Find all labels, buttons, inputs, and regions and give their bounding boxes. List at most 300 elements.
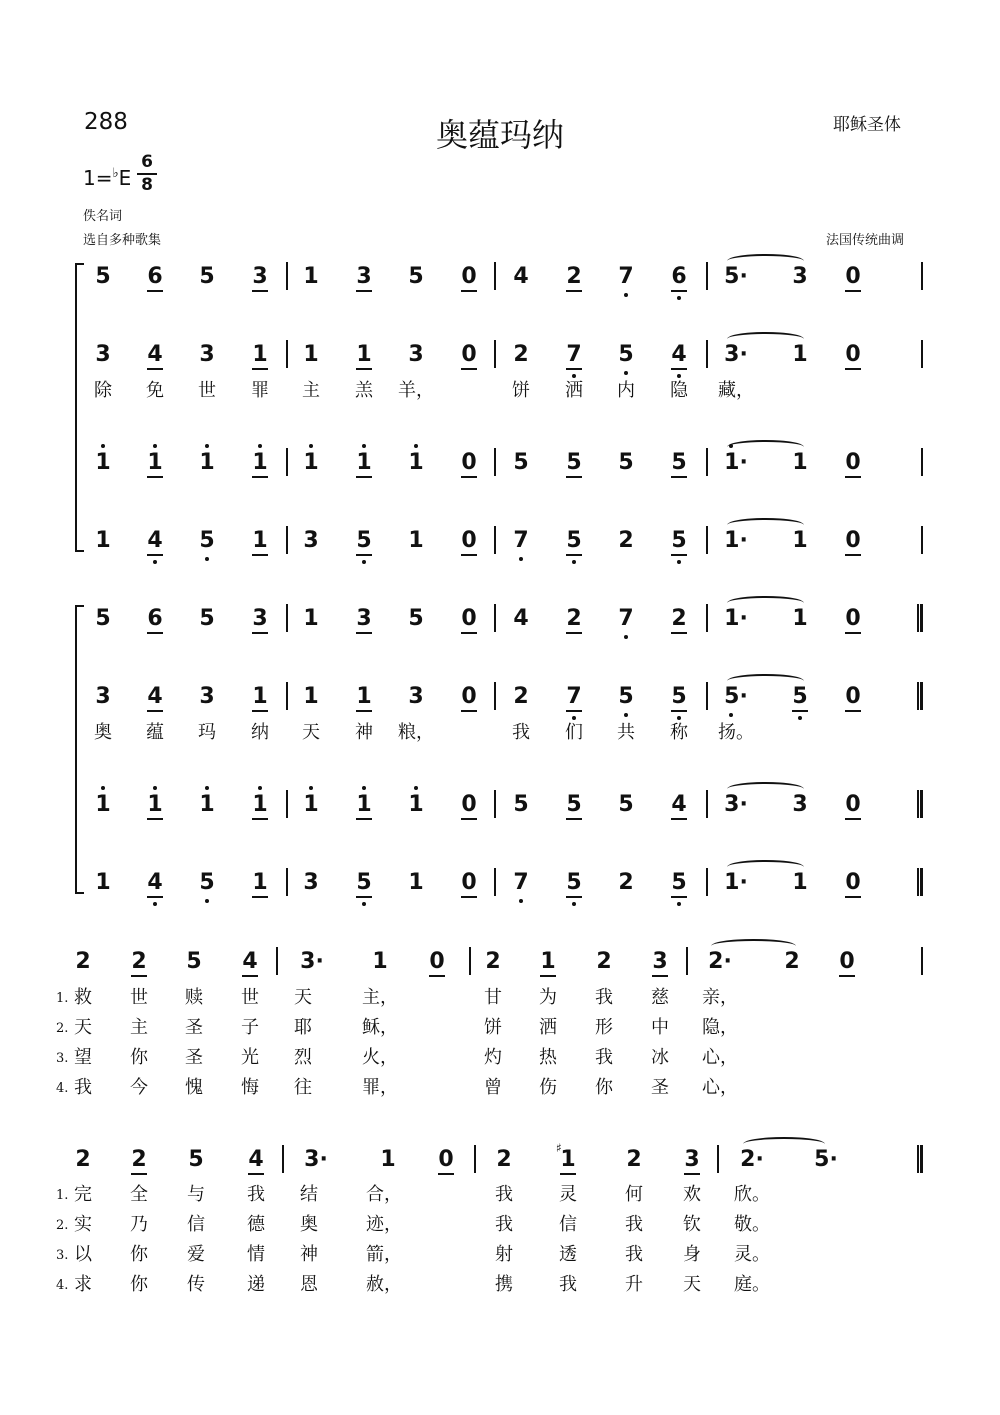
refrain2-verse-4-syllable-8: 我 — [559, 1274, 577, 1295]
system1-lyric-syllable-7: 羊， — [398, 380, 434, 401]
refrain1-verse-2-syllable-6: 稣， — [362, 1017, 398, 1038]
system1-bass-note-m3-1: 7 — [513, 528, 529, 553]
system2-lyric-syllable-10: 共 — [617, 722, 635, 743]
system2-tenor-note-m2-3: 1 — [408, 792, 424, 817]
system1-tenor-note-m1-4-underline — [252, 476, 268, 478]
refrain1-verse-1-syllable-11: 亲， — [702, 987, 738, 1008]
system1-alto-note-m3-4: 4 — [671, 342, 687, 367]
system1-tenor-note-m1-1-high-dot — [101, 444, 105, 448]
refrain2-melody-note-m1-2-underline — [131, 1173, 147, 1175]
system2-alto-note-m1-4-underline — [252, 710, 268, 712]
refrain1-melody-barline-1 — [276, 947, 278, 975]
system2-tenor-note-m1-3-high-dot — [205, 786, 209, 790]
system1-tenor-note-m1-2-high-dot — [153, 444, 157, 448]
system2-bass-note-m1-2-low-dot — [153, 902, 157, 906]
system2-alto-note-m3-2: 7 — [566, 684, 582, 709]
system2-tenor-note-m2-2-high-dot — [362, 786, 366, 790]
system2-tenor-note-m1-4-underline — [252, 818, 268, 820]
system2-alto-note-m3-3: 5 — [618, 684, 634, 709]
refrain1-melody-note-m4-3-underline — [839, 975, 855, 977]
system2-alto-note-m2-4: 0 — [461, 684, 477, 709]
system1-soprano-note-m3-2-underline — [566, 290, 582, 292]
hymn-number: 288 — [84, 109, 128, 135]
system2-bass-note-m2-4: 0 — [461, 870, 477, 895]
system2-alto-note-m1-2-underline — [147, 710, 163, 712]
system1-bass-note-m3-3: 2 — [618, 528, 634, 553]
system2-alto-note-m1-2: 4 — [147, 684, 163, 709]
system1-tenor-note-m2-2: 1 — [356, 450, 372, 475]
system1-bass-note-m1-4-underline — [252, 554, 268, 556]
system2-tenor-note-m4-3: 0 — [845, 792, 861, 817]
system1-soprano-note-m4-1: 5· — [724, 264, 748, 289]
refrain1-verse-2-syllable-3: 圣 — [185, 1017, 203, 1038]
system1-tenor-note-m3-4: 5 — [671, 450, 687, 475]
system2-alto-final-barline — [917, 682, 923, 710]
system1-soprano-note-m4-3: 0 — [845, 264, 861, 289]
system2-tenor-note-m3-1: 5 — [513, 792, 529, 817]
system1-alto-barline-3 — [706, 340, 708, 368]
refrain2-verse-2-syllable-3: 信 — [187, 1214, 205, 1235]
system2-tenor-note-m1-2: 1 — [147, 792, 163, 817]
source-credit: 选自多种歌集 — [83, 233, 162, 248]
system1-alto-note-m2-2: 1 — [356, 342, 372, 367]
refrain2-melody-final-barline — [917, 1145, 923, 1173]
system2-soprano-note-m3-2: 2 — [566, 606, 582, 631]
refrain2-melody-note-m2-3: 0 — [438, 1147, 454, 1172]
system2-lyric-syllable-12: 扬。 — [718, 722, 754, 743]
system2-tenor-note-m1-4-high-dot — [258, 786, 262, 790]
refrain1-verse-1-syllable-7: 甘 — [484, 987, 502, 1008]
system2-alto-note-m3-2-underline — [566, 710, 582, 712]
refrain2-verse-1-label: 1. — [56, 1188, 69, 1203]
system1-soprano-note-m1-2: 6 — [147, 264, 163, 289]
system2-soprano-note-m3-4-underline — [671, 632, 687, 634]
system2-bass-note-m4-3: 0 — [845, 870, 861, 895]
system2-alto-note-m4-2: 5 — [792, 684, 808, 709]
system1-alto-note-m1-1: 3 — [95, 342, 111, 367]
system2-lyric-syllable-2: 蕴 — [146, 722, 164, 743]
system1-bass-note-m2-3: 1 — [408, 528, 424, 553]
refrain1-melody-note-m1-4: 4 — [242, 949, 258, 974]
refrain2-verse-3-syllable-2: 你 — [130, 1244, 148, 1265]
system2-soprano-barline-1 — [286, 604, 288, 632]
system2-tenor-note-m3-4: 4 — [671, 792, 687, 817]
refrain1-verse-2-syllable-5: 耶 — [294, 1017, 312, 1038]
system2-alto-note-m2-3: 3 — [408, 684, 424, 709]
system1-bass-barline-2 — [494, 526, 496, 554]
system2-alto-note-m2-2: 1 — [356, 684, 372, 709]
system2-lyric-syllable-4: 纳 — [251, 722, 269, 743]
system2-bass-note-m1-2: 4 — [147, 870, 163, 895]
refrain2-verse-3-syllable-9: 我 — [625, 1244, 643, 1265]
refrain1-verse-1-syllable-8: 为 — [539, 987, 557, 1008]
refrain1-melody-note-m1-1: 2 — [75, 949, 91, 974]
system2-soprano-note-m1-2: 6 — [147, 606, 163, 631]
system2-soprano-note-m4-3-underline — [845, 632, 861, 634]
refrain1-melody-note-m3-2-underline — [540, 975, 556, 977]
refrain1-verse-3-syllable-5: 烈 — [294, 1047, 312, 1068]
refrain2-verse-3-syllable-10: 身 — [683, 1244, 701, 1265]
refrain1-melody-note-m3-4-underline — [652, 975, 668, 977]
system1-soprano-barline-3 — [706, 262, 708, 290]
system1-lyric-syllable-3: 世 — [198, 380, 216, 401]
system2-alto-note-m4-3-underline — [845, 710, 861, 712]
system1-tenor-barline-1 — [286, 448, 288, 476]
system2-soprano-note-m2-3: 5 — [408, 606, 424, 631]
system1-tenor-note-m3-2: 5 — [566, 450, 582, 475]
system1-bass-note-m2-1: 3 — [303, 528, 319, 553]
refrain1-verse-4-syllable-11: 心， — [702, 1077, 738, 1098]
refrain1-melody-note-m3-3: 2 — [596, 949, 612, 974]
system1-lyric-syllable-9: 洒 — [565, 380, 583, 401]
system1-soprano-barline-1 — [286, 262, 288, 290]
refrain1-verse-1-syllable-3: 赎 — [185, 987, 203, 1008]
system2-alto-note-m4-2-underline — [792, 710, 808, 712]
system2-tenor-note-m4-2: 3 — [792, 792, 808, 817]
system2-tenor-note-m2-4: 0 — [461, 792, 477, 817]
system1-lyric-syllable-6: 羔 — [355, 380, 373, 401]
refrain1-verse-4-syllable-3: 愧 — [185, 1077, 203, 1098]
refrain2-verse-1-syllable-1: 完 — [74, 1184, 92, 1205]
refrain1-verse-4-syllable-10: 圣 — [651, 1077, 669, 1098]
refrain1-verse-4-syllable-8: 伤 — [539, 1077, 557, 1098]
system2-bass-note-m3-4-underline — [671, 896, 687, 898]
refrain1-verse-2-syllable-9: 形 — [595, 1017, 613, 1038]
system2-bass-note-m3-1-low-dot — [519, 899, 523, 903]
system2-alto-note-m2-4-underline — [461, 710, 477, 712]
system1-tenor-barline-3 — [706, 448, 708, 476]
system2-bass-final-barline — [917, 868, 923, 896]
refrain2-verse-4-syllable-1: 求 — [74, 1274, 92, 1295]
system2-alto-note-m3-4-low-dot — [677, 716, 681, 720]
system2-bass-note-m1-3: 5 — [199, 870, 215, 895]
refrain2-verse-1-syllable-9: 何 — [625, 1184, 643, 1205]
system2-alto-note-m2-1: 1 — [303, 684, 319, 709]
system2-tenor-note-m2-2: 1 — [356, 792, 372, 817]
system2-tenor-barline-3 — [706, 790, 708, 818]
system1-lyric-syllable-5: 主 — [302, 380, 320, 401]
system2-alto-note-m4-2-low-dot — [798, 716, 802, 720]
system2-soprano-note-m1-1: 5 — [95, 606, 111, 631]
system1-bass-note-m1-2-low-dot — [153, 560, 157, 564]
system2-soprano-note-m3-4: 2 — [671, 606, 687, 631]
refrain1-melody-note-m2-3: 0 — [429, 949, 445, 974]
system1-alto-note-m3-3-low-dot — [624, 371, 628, 375]
refrain2-verse-1-syllable-5: 结 — [300, 1184, 318, 1205]
system1-alto-note-m3-4-low-dot — [677, 374, 681, 378]
system2-lyric-syllable-3: 玛 — [198, 722, 216, 743]
system1-tenor-note-m1-1: 1 — [95, 450, 111, 475]
system2-soprano-note-m1-3: 5 — [199, 606, 215, 631]
refrain2-verse-3-syllable-5: 神 — [300, 1244, 318, 1265]
system1-bass-note-m3-2: 5 — [566, 528, 582, 553]
refrain2-verse-3-syllable-8: 透 — [559, 1244, 577, 1265]
system1-lyric-syllable-4: 罪 — [251, 380, 269, 401]
refrain1-verse-3-syllable-11: 心， — [702, 1047, 738, 1068]
system2-alto-note-m3-1: 2 — [513, 684, 529, 709]
refrain1-melody-note-m1-4-underline — [242, 975, 258, 977]
system2-bass-note-m3-3: 2 — [618, 870, 634, 895]
refrain2-verse-2-syllable-6: 迹， — [366, 1214, 402, 1235]
system2-alto-note-m3-2-low-dot — [572, 716, 576, 720]
refrain1-verse-1-label: 1. — [56, 991, 69, 1006]
system2-tenor-note-m1-3: 1 — [199, 792, 215, 817]
refrain2-melody-barline-3 — [717, 1145, 719, 1173]
system2-tenor-note-m3-2: 5 — [566, 792, 582, 817]
system2-soprano-note-m3-2-underline — [566, 632, 582, 634]
system2-bass-barline-2 — [494, 868, 496, 896]
system1-bass-note-m2-2-low-dot — [362, 560, 366, 564]
refrain2-verse-2-syllable-1: 实 — [74, 1214, 92, 1235]
system2-soprano-note-m4-2: 1 — [792, 606, 808, 631]
system1-bass-note-m3-4-underline — [671, 554, 687, 556]
refrain2-melody-note-m1-4: 4 — [248, 1147, 264, 1172]
system1-tenor-note-m3-1: 5 — [513, 450, 529, 475]
system1-bass-barline-1 — [286, 526, 288, 554]
system2-soprano-note-m1-2-underline — [147, 632, 163, 634]
system1-bass-note-m4-2-tie — [727, 518, 804, 532]
refrain2-verse-3-syllable-1: 以 — [74, 1244, 92, 1265]
system1-lyric-syllable-1: 除 — [94, 380, 112, 401]
refrain1-verse-4-syllable-4: 悔 — [241, 1077, 259, 1098]
system2-bass-note-m2-3: 1 — [408, 870, 424, 895]
system2-lyric-syllable-11: 称 — [670, 722, 688, 743]
system1-tenor-note-m1-2-underline — [147, 476, 163, 478]
system1-soprano-note-m1-1: 5 — [95, 264, 111, 289]
system2-bass-note-m2-1: 3 — [303, 870, 319, 895]
system2-alto-note-m1-1: 3 — [95, 684, 111, 709]
system2-alto-note-m4-1: 5· — [724, 684, 748, 709]
category-label: 耶稣圣体 — [833, 115, 901, 135]
system1-tenor-note-m3-2-underline — [566, 476, 582, 478]
system1-tenor-end-barline — [921, 448, 923, 476]
refrain2-melody-barline-1 — [282, 1145, 284, 1173]
refrain1-verse-3-syllable-1: 望 — [74, 1047, 92, 1068]
refrain2-melody-note-m1-1: 2 — [75, 1147, 91, 1172]
system1-soprano-note-m1-4-underline — [252, 290, 268, 292]
system1-bass-note-m2-2: 5 — [356, 528, 372, 553]
refrain2-verse-1-syllable-10: 欢 — [683, 1184, 701, 1205]
system2-alto-note-m4-2-tie — [727, 674, 804, 688]
refrain1-verse-1-syllable-5: 天 — [294, 987, 312, 1008]
refrain1-verse-3-syllable-6: 火， — [362, 1047, 398, 1068]
system1-alto-note-m2-2-underline — [356, 368, 372, 370]
system1-bass-note-m3-2-low-dot — [572, 560, 576, 564]
system1-soprano-note-m2-2-underline — [356, 290, 372, 292]
system1-soprano-note-m4-3-underline — [845, 290, 861, 292]
system1-tenor-note-m4-3-underline — [845, 476, 861, 478]
system1-alto-note-m3-4-underline — [671, 368, 687, 370]
refrain2-verse-3-syllable-11: 灵。 — [734, 1244, 770, 1265]
flat-sign: ♭ — [112, 166, 119, 181]
system2-soprano-note-m1-4: 3 — [252, 606, 268, 631]
system1-tenor-note-m2-2-underline — [356, 476, 372, 478]
system2-alto-note-m2-2-underline — [356, 710, 372, 712]
system2-soprano-final-barline — [917, 604, 923, 632]
system2-tenor-note-m2-2-underline — [356, 818, 372, 820]
system2-bass-note-m3-1: 7 — [513, 870, 529, 895]
system1-soprano-note-m2-1: 1 — [303, 264, 319, 289]
refrain2-melody-note-m1-4-underline — [248, 1173, 264, 1175]
refrain1-verse-4-syllable-2: 今 — [130, 1077, 148, 1098]
refrain1-verse-1-syllable-10: 慈 — [651, 987, 669, 1008]
system2-bass-note-m2-2-low-dot — [362, 902, 366, 906]
refrain2-verse-4-syllable-3: 传 — [187, 1274, 205, 1295]
system1-alto-note-m4-3: 0 — [845, 342, 861, 367]
refrain2-melody-note-m2-1: 3· — [304, 1147, 328, 1172]
time-top: 6 — [141, 152, 153, 172]
system2-lyric-syllable-8: 我 — [512, 722, 530, 743]
refrain2-verse-2-syllable-9: 我 — [625, 1214, 643, 1235]
system2-alto-note-m3-4: 5 — [671, 684, 687, 709]
system1-alto-end-barline — [921, 340, 923, 368]
refrain1-melody-barline-3 — [686, 947, 688, 975]
refrain1-melody-note-m4-2: 2 — [784, 949, 800, 974]
system1-alto-note-m2-1: 1 — [303, 342, 319, 367]
system2-soprano-note-m4-1: 1· — [724, 606, 748, 631]
system2-soprano-note-m3-3-low-dot — [624, 635, 628, 639]
refrain1-verse-2-syllable-4: 子 — [241, 1017, 259, 1038]
refrain2-melody-note-m4-1: 2· — [740, 1147, 764, 1172]
refrain1-verse-4-syllable-6: 罪， — [362, 1077, 398, 1098]
refrain2-verse-2-syllable-5: 奥 — [300, 1214, 318, 1235]
system1-soprano-note-m4-2-tie — [727, 254, 804, 268]
refrain2-verse-3-syllable-3: 爱 — [187, 1244, 205, 1265]
refrain1-verse-2-syllable-8: 洒 — [539, 1017, 557, 1038]
system1-lyric-syllable-8: 饼 — [512, 380, 530, 401]
time-signature — [137, 154, 157, 194]
system1-soprano-note-m1-3: 5 — [199, 264, 215, 289]
system1-tenor-barline-2 — [494, 448, 496, 476]
page-title: 奥蕴玛纳 — [435, 116, 565, 154]
refrain2-melody-note-m4-2: 5· — [814, 1147, 838, 1172]
refrain2-verse-4-syllable-2: 你 — [130, 1274, 148, 1295]
refrain1-verse-1-syllable-6: 主， — [362, 987, 398, 1008]
refrain1-verse-3-syllable-3: 圣 — [185, 1047, 203, 1068]
refrain2-melody-note-m2-2: 1 — [380, 1147, 396, 1172]
system2-tenor-note-m3-2-underline — [566, 818, 582, 820]
refrain1-melody-note-m3-1: 2 — [485, 949, 501, 974]
system2-soprano-barline-2 — [494, 604, 496, 632]
key-note: E — [118, 166, 132, 190]
system2-soprano-note-m1-4-underline — [252, 632, 268, 634]
system2-alto-note-m3-4-underline — [671, 710, 687, 712]
refrain2-verse-4-syllable-10: 天 — [683, 1274, 701, 1295]
refrain2-verse-2-syllable-10: 钦 — [683, 1214, 701, 1235]
system2-bass-note-m3-4-low-dot — [677, 902, 681, 906]
system2-soprano-note-m3-3: 7 — [618, 606, 634, 631]
refrain1-verse-4-syllable-1: 我 — [74, 1077, 92, 1098]
refrain2-melody-note-m3-4: 3 — [684, 1147, 700, 1172]
refrain2-verse-2-syllable-4: 德 — [247, 1214, 265, 1235]
system1-alto-note-m3-2-underline — [566, 368, 582, 370]
system1-alto-note-m4-1: 3· — [724, 342, 748, 367]
system2-alto-barline-2 — [494, 682, 496, 710]
system2-bass-note-m3-4: 5 — [671, 870, 687, 895]
system1-soprano-note-m3-1: 4 — [513, 264, 529, 289]
system1-alto-note-m2-4-underline — [461, 368, 477, 370]
refrain2-verse-2-syllable-8: 信 — [559, 1214, 577, 1235]
system1-alto-note-m2-4: 0 — [461, 342, 477, 367]
system2-bass-note-m1-2-underline — [147, 896, 163, 898]
system2-soprano-note-m4-3: 0 — [845, 606, 861, 631]
system2-alto-note-m3-3-low-dot — [624, 713, 628, 717]
system1-bass-end-barline — [921, 526, 923, 554]
system1-bass-note-m4-3-underline — [845, 554, 861, 556]
composer-credit: 法国传统曲调 — [826, 233, 905, 248]
refrain1-melody-note-m2-2: 1 — [372, 949, 388, 974]
refrain2-verse-4-syllable-5: 恩 — [300, 1274, 318, 1295]
refrain2-verse-4-syllable-4: 递 — [247, 1274, 265, 1295]
refrain1-verse-1-syllable-1: 救 — [74, 987, 92, 1008]
refrain1-melody-note-m3-2: 1 — [540, 949, 556, 974]
system1-alto-note-m3-3: 5 — [618, 342, 634, 367]
refrain1-verse-1-syllable-4: 世 — [241, 987, 259, 1008]
system2-tenor-note-m2-1-high-dot — [309, 786, 313, 790]
system1-alto-note-m3-2: 7 — [566, 342, 582, 367]
refrain1-melody-barline-2 — [469, 947, 471, 975]
system1-tenor-note-m1-4-high-dot — [258, 444, 262, 448]
system2-bass-note-m4-3-underline — [845, 896, 861, 898]
refrain2-melody-note-m4-2-tie — [743, 1137, 825, 1151]
system2-tenor-note-m4-2-tie — [727, 782, 804, 796]
system1-alto-note-m4-2: 1 — [792, 342, 808, 367]
refrain1-verse-2-syllable-11: 隐， — [702, 1017, 738, 1038]
system1-soprano-note-m3-2: 2 — [566, 264, 582, 289]
system2-soprano-note-m2-4: 0 — [461, 606, 477, 631]
refrain2-melody-note-m1-2: 2 — [131, 1147, 147, 1172]
refrain1-verse-3-syllable-7: 灼 — [484, 1047, 502, 1068]
system2-soprano-barline-3 — [706, 604, 708, 632]
system2-tenor-note-m1-4: 1 — [252, 792, 268, 817]
key-prefix: 1= — [83, 166, 113, 190]
system2-bass-note-m1-1: 1 — [95, 870, 111, 895]
system1-soprano-note-m3-3-low-dot — [624, 293, 628, 297]
system2-bass-note-m3-2-underline — [566, 896, 582, 898]
system1-tenor-note-m4-3: 0 — [845, 450, 861, 475]
system1-tenor-note-m2-3-high-dot — [414, 444, 418, 448]
refrain2-verse-1-syllable-3: 与 — [187, 1184, 205, 1205]
system1-soprano-note-m1-2-underline — [147, 290, 163, 292]
refrain2-verse-1-syllable-6: 合， — [366, 1184, 402, 1205]
system1-alto-note-m3-2-low-dot — [572, 374, 576, 378]
system2-soprano-note-m4-2-tie — [727, 596, 804, 610]
refrain1-verse-2-syllable-7: 饼 — [484, 1017, 502, 1038]
refrain1-verse-3-syllable-2: 你 — [130, 1047, 148, 1068]
system1-soprano-note-m2-2: 3 — [356, 264, 372, 289]
refrain2-verse-4-syllable-6: 赦， — [366, 1274, 402, 1295]
system1-brace — [75, 263, 84, 552]
system1-bass-note-m1-1: 1 — [95, 528, 111, 553]
refrain1-melody-note-m2-3-underline — [429, 975, 445, 977]
system1-alto-barline-2 — [494, 340, 496, 368]
system1-tenor-note-m2-4-underline — [461, 476, 477, 478]
refrain1-melody-note-m1-3: 5 — [186, 949, 202, 974]
refrain2-melody-note-m2-3-underline — [438, 1173, 454, 1175]
system1-tenor-note-m1-3: 1 — [199, 450, 215, 475]
system1-soprano-note-m1-4: 3 — [252, 264, 268, 289]
system1-bass-note-m3-1-low-dot — [519, 557, 523, 561]
system2-bass-note-m2-4-underline — [461, 896, 477, 898]
system1-soprano-note-m3-4-low-dot — [677, 296, 681, 300]
system2-tenor-note-m2-3-high-dot — [414, 786, 418, 790]
refrain1-melody-end-barline — [921, 947, 923, 975]
system2-tenor-barline-2 — [494, 790, 496, 818]
system1-bass-note-m1-4: 1 — [252, 528, 268, 553]
refrain2-melody-note-m1-3: 5 — [188, 1147, 204, 1172]
refrain1-verse-2-syllable-1: 天 — [74, 1017, 92, 1038]
system2-alto-note-m4-3: 0 — [845, 684, 861, 709]
